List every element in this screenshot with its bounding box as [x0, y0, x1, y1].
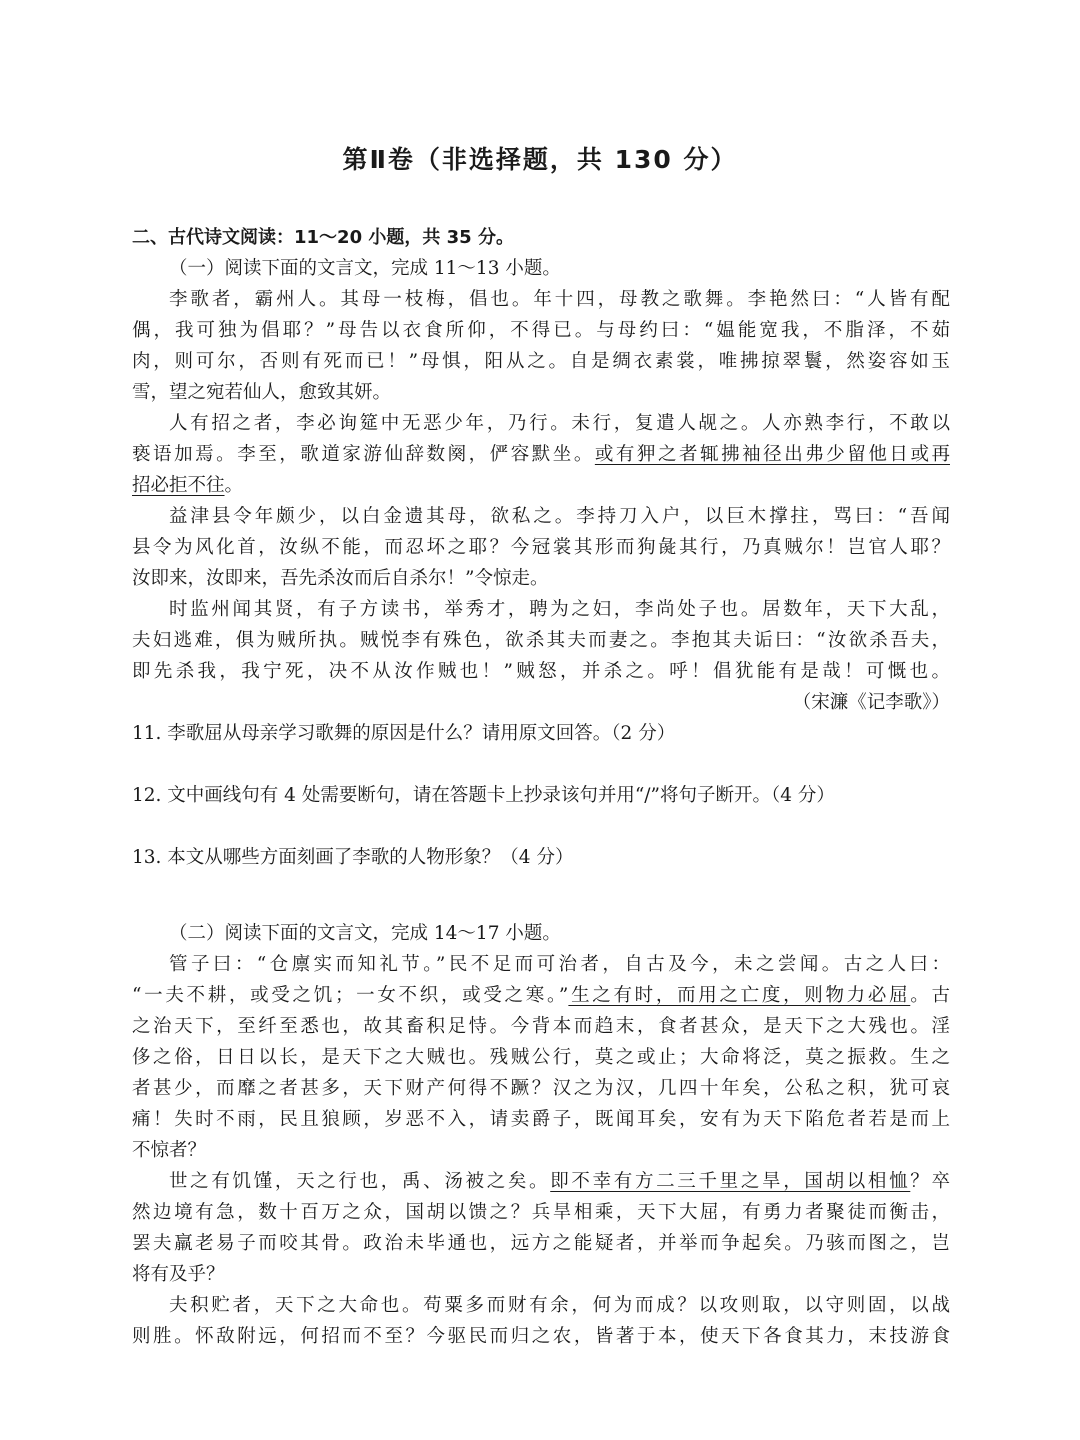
- passage2-line: 然边境有急，数十百万之众，国胡以馈之？兵旱相乘，天下大屈，有勇力者聚徒而衡击，: [132, 1202, 950, 1223]
- passage2-line: 者甚少，而靡之者甚多，天下财产何得不蹶？汉之为汉，几四十年矣，公私之积，犹可哀: [132, 1078, 950, 1099]
- passage2-line: 夫积贮者，天下之大命也。苟粟多而财有余，何为而成？以攻则取，以守则固，以战: [169, 1295, 950, 1316]
- content: [132, 222, 950, 1352]
- passage1-text: 。: [224, 475, 244, 496]
- underlined-sentence: 生之有时，而用之亡度，则物力必屈: [568, 985, 911, 1006]
- passage2-text: ？卒: [910, 1171, 950, 1192]
- passage2-line: 罢夫羸老易子而咬其骨。政治未毕通也，远方之能疑者，并举而争起矣。乃骇而图之，岂: [132, 1233, 950, 1254]
- underlined-sentence: 招必拒不往: [132, 475, 225, 496]
- passage2-text: 。古: [910, 985, 950, 1006]
- passage1-instruction: （一）阅读下面的文言文，完成 11～13 小题。: [169, 258, 561, 279]
- passage1-line: 李歌者，霸州人。其母一枝梅，倡也。年十四，母教之歌舞。李艳然曰：“人皆有配: [169, 289, 950, 310]
- passage2-line: 侈之俗，日日以长，是天下之大贼也。残贼公行，莫之或止；大命将泛，莫之振救。生之: [132, 1047, 950, 1068]
- question-13: 13. 本文从哪些方面刻画了李歌的人物形象？（4 分）: [132, 847, 574, 868]
- passage2-line: 痛！失时不雨，民且狼顾，岁恶不入，请卖爵子，既闻耳矣，安有为天下陷危者若是而上: [132, 1109, 950, 1130]
- passage1-line: 即先杀我，我宁死，决不从汝作贼也！”贼怒，并杀之。呼！倡犹能有是哉！可慨也。: [132, 661, 950, 682]
- section-heading: 二、古代诗文阅读：11～20 小题，共 35 分。: [132, 227, 514, 248]
- passage1-source: （宋濂《记李歌》）: [792, 692, 950, 713]
- passage2-line: 管子曰：“仓廪实而知礼节。”民不足而可治者，自古及今，未之尝闻。古之人曰：: [169, 954, 950, 975]
- passage1-line: 肉，则可尔，否则有死而已！”母惧，阳从之。自是绸衣素裳，唯拂掠翠鬟，然姿容如玉: [132, 351, 950, 372]
- passage2-line: [132, 980, 950, 1011]
- passage2-text: 世之有饥馑，天之行也，禹、汤被之矣。: [169, 1171, 551, 1192]
- passage2-line: 不惊者？: [132, 1140, 207, 1161]
- passage1-text: 亵语加焉。李至，歌道家游仙辞数阕，俨容默坐。: [132, 444, 595, 465]
- passage2-line: [132, 1166, 950, 1197]
- passage2-line: 之治天下，至纤至悉也，故其畜积足恃。今背本而趋末，食者甚众，是天下之大残也。淫: [132, 1016, 950, 1037]
- passage1-line: 偶，我可独为倡耶？”母告以衣食所仰，不得已。与母约曰：“媪能宽我，不脂泽，不茹: [132, 320, 950, 341]
- paper-part-title: 第Ⅱ卷（非选择题，共 130 分）: [342, 145, 738, 174]
- passage2-line: 将有及乎？: [132, 1264, 225, 1285]
- question-11: 11. 李歌屈从母亲学习歌舞的原因是什么？请用原文回答。（2 分）: [132, 723, 676, 744]
- passage1-line: 人有招之者，李必询筵中无恶少年，乃行。未行，复遣人觇之。人亦熟李行，不敢以: [169, 413, 950, 434]
- passage1-line: [132, 439, 950, 470]
- passage2-line: 则胜。怀敌附远，何招而不至？今驱民而归之农，皆著于本，使天下各食其力，末技游食: [132, 1326, 950, 1347]
- passage1-line: 雪，望之宛若仙人，愈致其妍。: [132, 382, 392, 403]
- passage1-line: 益津县令年颇少，以白金遗其母，欲私之。李持刀入户，以巨木撑拄，骂曰：“吾闻: [169, 506, 950, 527]
- passage2-instruction: （二）阅读下面的文言文，完成 14～17 小题。: [169, 923, 561, 944]
- passage1-line: 县令为风化首，汝纵不能，而忍坏之耶？今冠裳其形而狗彘其行，乃真贼尔！岂官人耶？: [132, 537, 950, 558]
- passage1-line: 时监州闻其贤，有子方读书，举秀才，聘为之妇，李尚处子也。居数年，天下大乱，: [169, 599, 950, 620]
- passage1-line: [132, 470, 950, 501]
- passage1-line: 夫妇逃难，俱为贼所执。贼悦李有殊色，欲杀其夫而妻之。李抱其夫诟曰：“汝欲杀吾夫，: [132, 630, 950, 651]
- question-12: 12. 文中画线句有 4 处需要断句，请在答题卡上抄录该句并用“/”将句子断开。（4 分）: [132, 785, 835, 806]
- passage1-line: 汝即来，汝即来，吾先杀汝而后自杀尔！”令惊走。: [132, 568, 549, 589]
- underlined-sentence: 即不幸有方二三千里之旱，国胡以相恤: [550, 1171, 911, 1192]
- underlined-sentence: 或有狎之者辄拂袖径出弗少留他日或再: [594, 444, 950, 465]
- passage2-text: “一夫不耕，或受之饥；一女不织，或受之寒。”: [132, 985, 569, 1006]
